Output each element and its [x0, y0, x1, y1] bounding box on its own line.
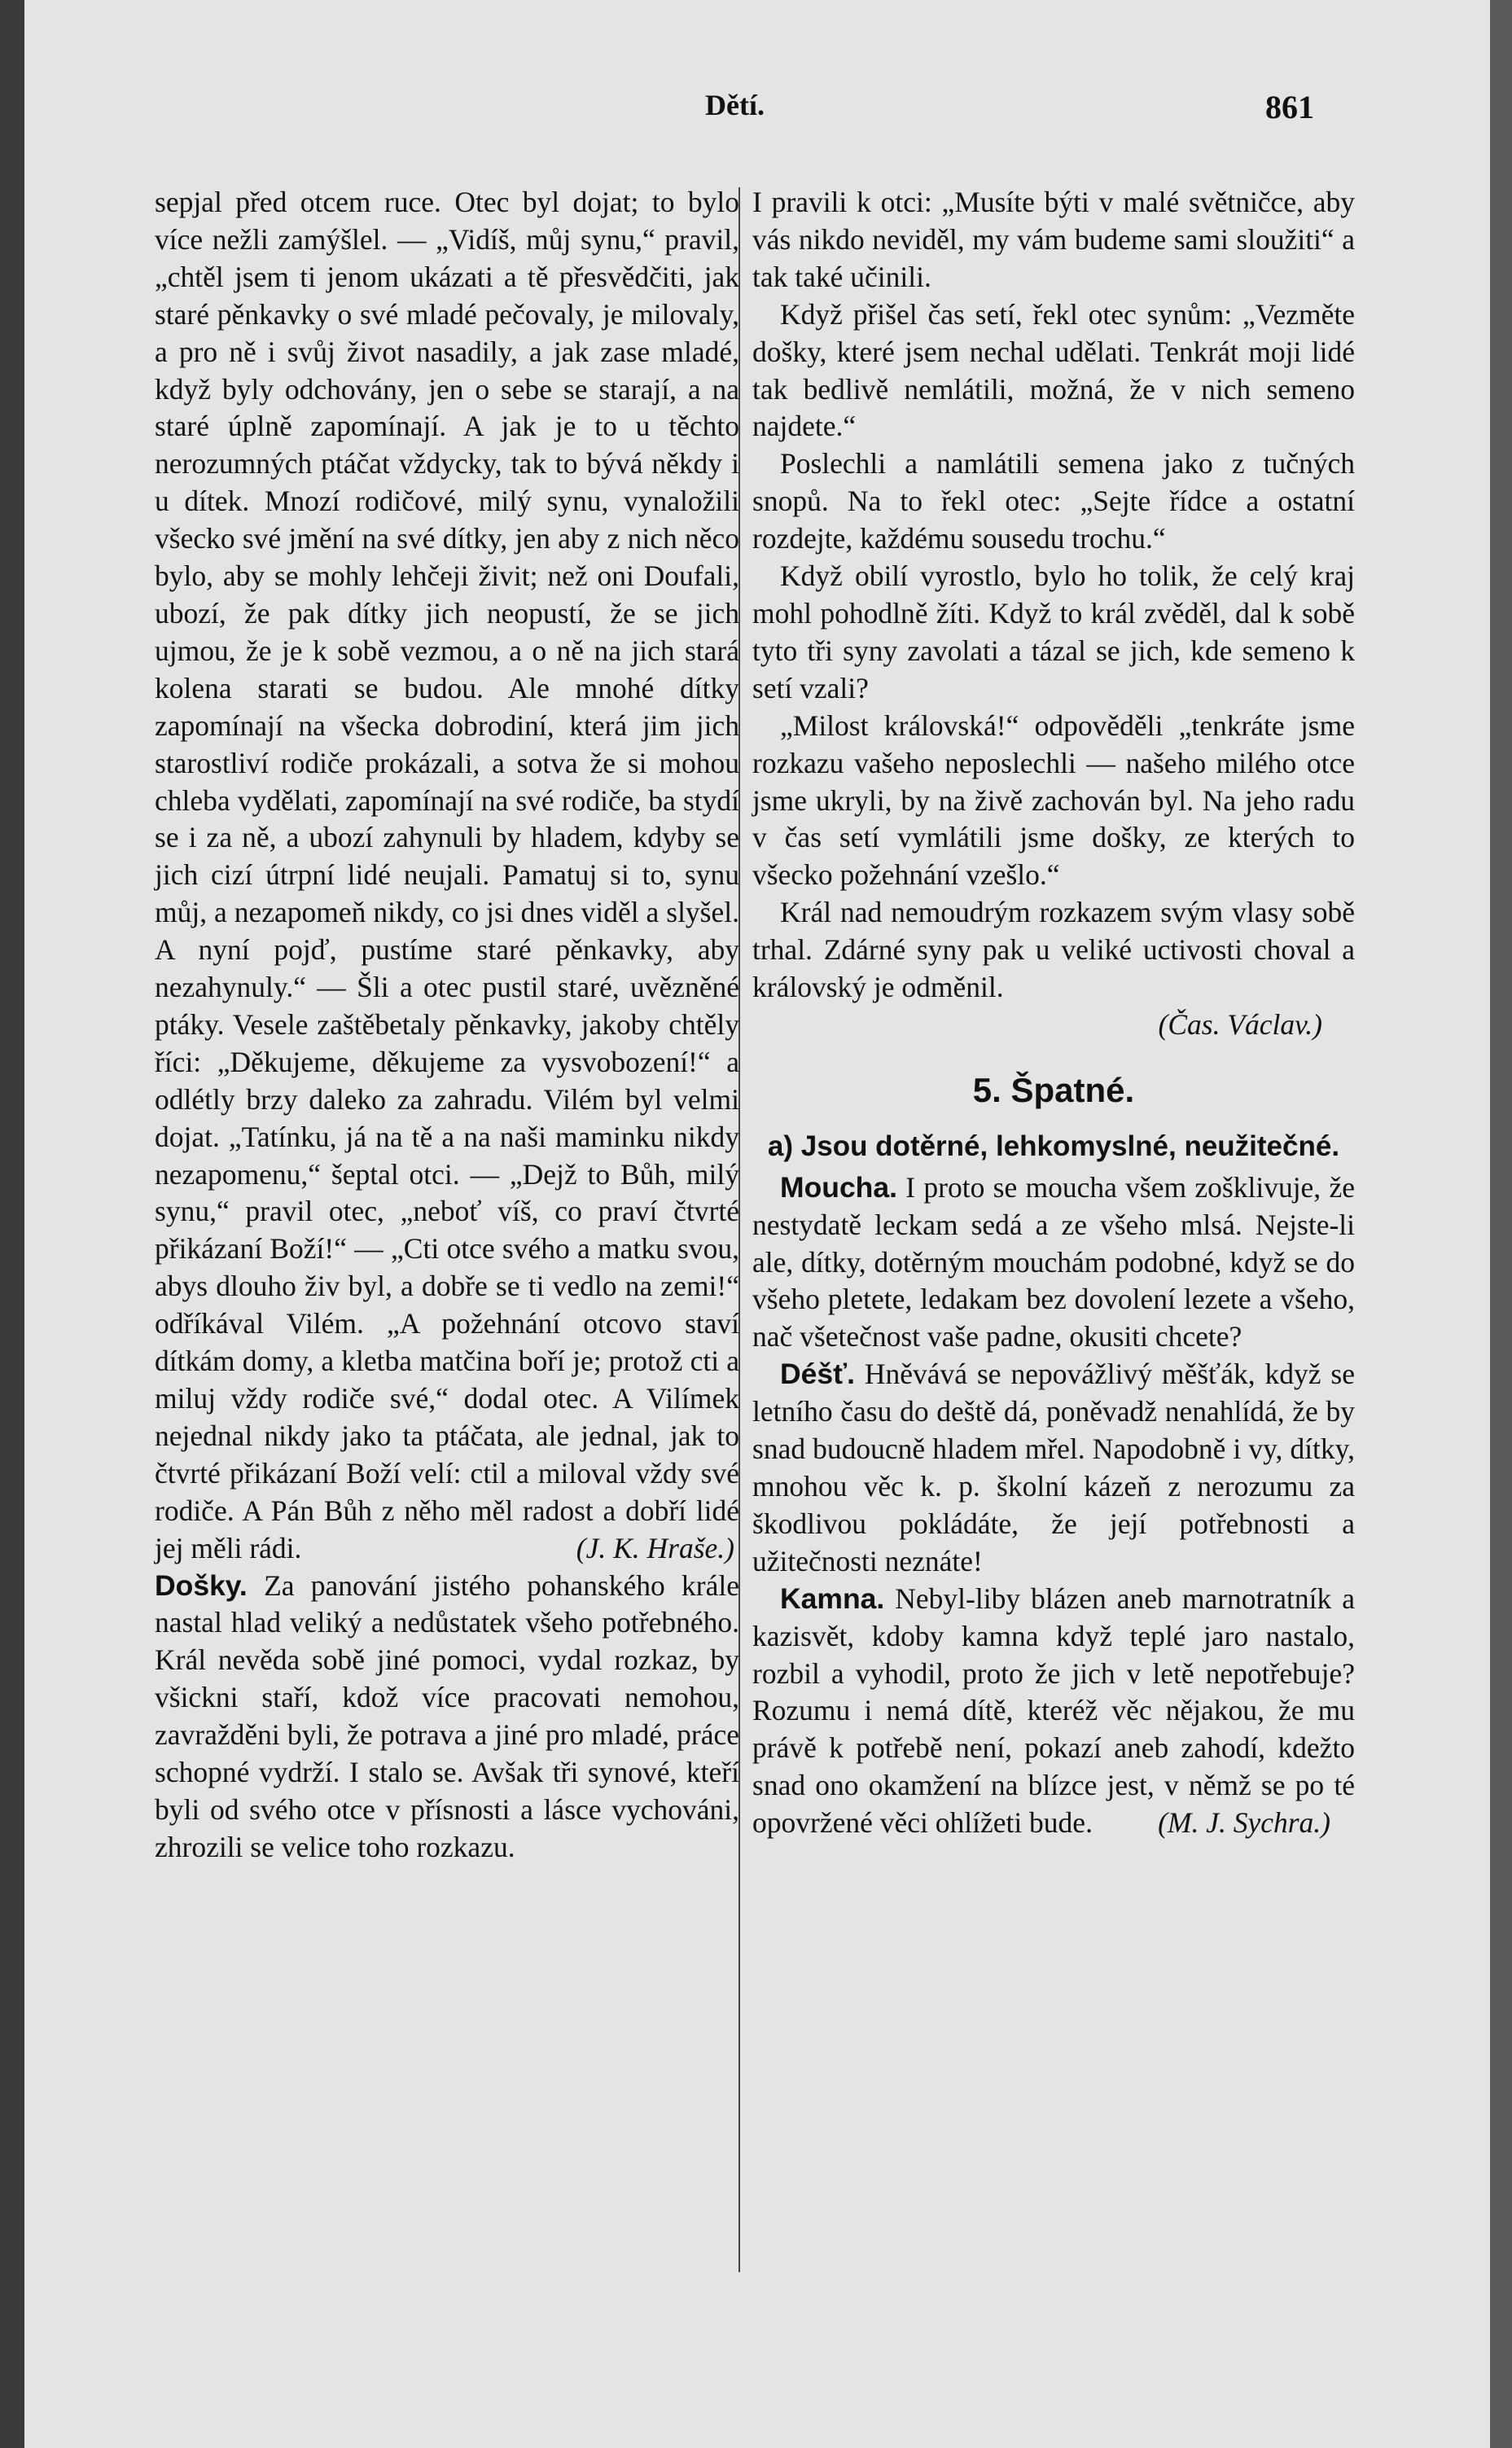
paragraph [752, 1356, 1355, 1580]
citation: (Čas. Václav.) [1158, 1007, 1322, 1041]
paragraph [155, 184, 739, 1568]
paragraph: „Milost královská!“ odpověděli „tenkráte jsme rozkazu vašeho neposlechli — našeho milého otce jsme ukryli, by na živě zachován byl. Na jeho radu v čas setí vymlátili jsme došky, ze kterých to všecko požehnání vzešlo.“ [752, 709, 1355, 892]
keyword: Kamna. [780, 1582, 885, 1615]
page-number: 861 [1265, 89, 1314, 125]
page-header [24, 88, 1490, 129]
paragraph [752, 1169, 1355, 1357]
running-title: Dětí. [705, 89, 765, 121]
scan-edge-right [1490, 0, 1512, 2448]
paragraph: Když obilí vyrostlo, bylo ho tolik, že celý kraj mohl pohodlně žíti. Když to král zvěděl, dal k sobě tyto tři syny zavolati a tázal se jich, kde semeno k setí vzali? [752, 559, 1355, 704]
keyword: Déšť. [780, 1358, 855, 1391]
paragraph: Král nad nemoudrým rozkazem svým vlasy sobě trhal. Zdárné syny pak u veliké uctivosti choval a královský je odměnil. [752, 896, 1355, 1004]
paragraph [155, 1568, 739, 1867]
paragraph-text: Za panování jistého pohanského krále nastal hlad veliký a nedůstatek všeho potřebného. Král nevěda sobě jiné pomoci, vydal rozkaz, by všickni staří, kdož více pracovati nemohou, zavražděni byli, že potrava a jiné pro mladé, práce schopné vydrží. I stalo se. Avšak tři synové, kteří byli od svého otce v přísnosti a lásce vychováni, zhrozili se velice toho rozkazu. [155, 1568, 739, 1863]
book-page [24, 0, 1490, 2448]
keyword: Moucha. [780, 1170, 897, 1204]
paragraph-text: Hněvává se nepovážlivý měšťák, když se letního času do deště dá, poněvadž nenahlídá, že by snad budoucně hladem mřel. Napodobně i vy, dítky, mnohou věc k. p. školní kázeň z nerozumu za škodlivou pokládáte, že její potřebnosti a užitečnosti neznáte! [752, 1358, 1355, 1577]
paragraph-text: sepjal před otcem ruce. Otec byl dojat; to bylo více nežli zamýšlel. — „Vidíš, můj synu,“ pravil, „chtěl jsem ti jenom ukázati a tě přesvědčiti, jak staré pěnkavky o své mladé pečovaly, je milovaly, a pro ně i svůj život nasadily, a jak zase mladé, když byly odchovány, jen o sebe se starají, a na staré úplně zapomínají. A jak je to u těchto nerozumných ptáčat vždycky, tak to bývá někdy i u dítek. Mnozí rodičové, milý synu, vynaložili všecko své jmění na své dítky, jen aby z nich něco bylo, aby se mohly lehčeji živit; než oni Doufali, ubozí, že pak dítky jich neopustí, že se jich ujmou, že je k sobě vezmou, a o ně na jich stará kolena starati se budou. Ale mnohé dítky zapomínají na všecka dobrodiní, která jim jich starostliví rodiče prokázali, a sotva že si mohou chleba vydělati, zapomínají na své rodiče, ba stydí se i za ně, a ubozí zahynuli by hladem, kdyby se jich cizí útrpní lidé neujali. Pamatuj si to, synu můj, a nezapomeň nikdy, co jsi dnes viděl a slyšel. A nyní pojď, pustíme staré pěnkavky, aby nezahynuly.“ — Šli a otec pustil staré, uvězněné ptáky. Vesele zaštěbetaly pěnkavky, jakoby chtěly říci: „Děkujeme, děkujeme za vysvobození!“ a odlétly brzy daleko za zahradu. Vilém byl velmi dojat. „Tatínku, já na tě a na naši maminku nikdy nezapomenu,“ šeptal otci. — „Dejž to Bůh, milý synu,“ pravil otec, „neboť víš, co praví čtvrté přikázaní Boží!“ — „Cti otce svého a matku svou, abys dlouho živ byl, a dobře se ti vedlo na zemi!“ odříkával Vilém. „A požehnání otcovo staví dítkám domy, a kletba matčina boří je; protož cti a miluj vždy rodiče své,“ dodal otec. A Vilímek nejednal nikdy jako ta ptáčata, ale jednal, jak to čtvrté přikázaní Boží velí: ctil a miloval vždy své rodiče. A Pán Bůh z něho měl radost a dobří lidé jej měli rádi. [155, 186, 739, 1564]
citation: (J. K. Hraše.) [576, 1531, 734, 1564]
paragraph: Když přišel čas setí, řekl otec synům: „Vezměte došky, které jsem nechal udělati. Tenkrát moji lidé tak bedlivě nemlátili, možná, že v nich semeno najdete.“ [752, 297, 1355, 443]
right-column [752, 184, 1355, 1842]
paragraph-text: I proto se moucha všem zošklivuje, že nestydatě leckam sedá a ze všeho mlsá. Nejste-li ale, dítky, dotěrným mouchám podobné, když se do všeho pletete, ledakam bez dovolení lezete a všeho, nač všetečnost vaše padne, okusiti chcete? [752, 1170, 1355, 1353]
paragraph-text: Nebyl-liby blázen aneb marnotratník a kazisvět, kdoby kamna když teplé jaro nastalo, rozbil a vyhodil, proto že jich v letě nepotřebuje? Rozumu i nemá dítě, kteréž věc nějakou, že mu právě k potřebě není, pokazí aneb zahodí, kdežto snad ono okamžení na blízce jest, v němž se po té opovržené věci ohlížeti bude. [752, 1582, 1355, 1840]
section-title: 5. Špatné. [972, 1070, 1135, 1109]
paragraph: I pravili k otci: „Musíte býti v malé světničce, aby vás nikdo neviděl, my vám budeme sami sloužiti“ a tak také učinili. [752, 186, 1355, 293]
subsection-title: a) Jsou dotěrné, lehkomyslné, neužitečné. [767, 1130, 1340, 1162]
scan-edge-left [0, 0, 24, 2448]
keyword: Došky. [155, 1568, 248, 1602]
paragraph: Poslechli a namlátili semena jako z tučných snopů. Na to řekl otec: „Sejte řídce a ostatní rozdejte, každému sousedu trochu.“ [752, 447, 1355, 555]
citation: (M. J. Sychra.) [1158, 1806, 1330, 1840]
left-column [155, 184, 739, 1867]
paragraph [752, 1581, 1355, 1842]
